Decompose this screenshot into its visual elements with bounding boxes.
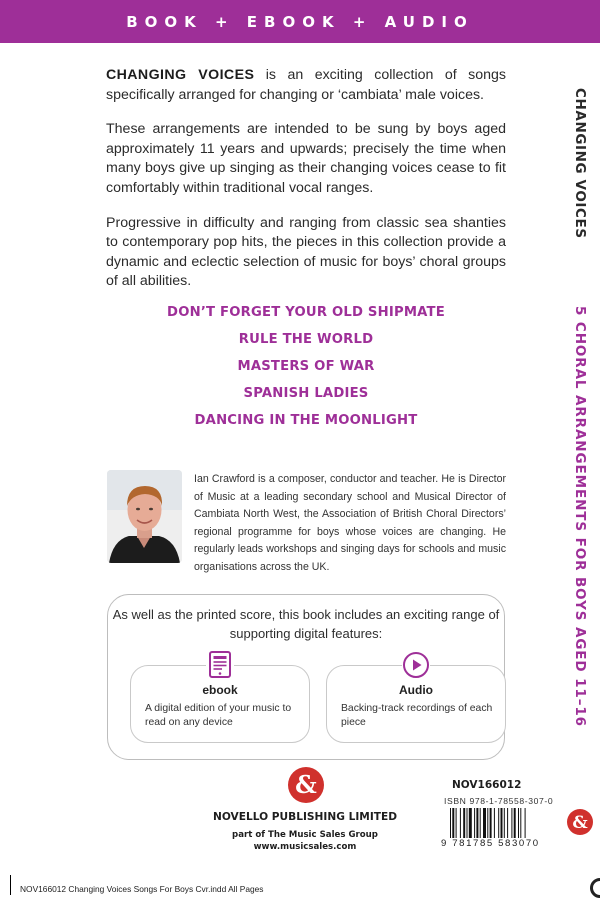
publisher-website: www.musicsales.com	[253, 842, 357, 852]
intro-lead-rest: is an exciting collection of songs specifically arranged for changing or ‘cambiata’ male voices.	[106, 67, 506, 103]
registration-mark	[590, 878, 600, 898]
catalogue-code: NOV166012	[452, 779, 522, 791]
intro-text	[106, 66, 506, 307]
intro-paragraph-3: Progressive in difficulty and ranging from classic sea shanties to contemporary pop hits, the pieces in this collection provide a dynamic and eclectic selection of music for boys’ choral groups of all abilities.	[106, 214, 506, 290]
edge-logo	[566, 808, 594, 836]
ebook-title: ebook	[202, 683, 238, 697]
audio-card	[326, 665, 506, 743]
isbn: ISBN 978-1-78558-307-0	[444, 796, 554, 806]
digital-features-box	[107, 594, 505, 760]
svg-text:&: &	[572, 813, 588, 833]
intro-paragraph-2: These arrangements are intended to be sung by boys aged approximately 11 years and upwards; precisely the time when many boys give up singing as their changing voices cease to fit comfortably within traditional vocal ranges.	[106, 121, 506, 196]
svg-text:&: &	[295, 770, 317, 799]
publisher-name: NOVELLO PUBLISHING LIMITED	[212, 811, 398, 823]
song-title: MASTERS OF WAR	[237, 359, 375, 374]
features-intro: As well as the printed score, this book includes an exciting range of supporting digital features:	[112, 607, 500, 641]
author-photo	[107, 470, 182, 563]
ebook-icon	[206, 651, 234, 679]
barcode-digits: 9 781785 583070	[441, 838, 540, 849]
song-list	[106, 302, 506, 437]
publisher-group: part of The Music Sales Group	[232, 830, 378, 840]
song-title: SPANISH LADIES	[243, 386, 369, 401]
ebook-description: A digital edition of your music to read on any device	[145, 703, 292, 728]
spine-title: CHANGING VOICES	[572, 88, 588, 239]
author-bio: Ian Crawford is a composer, conductor and teacher. He is Director of Music at a leading secondary school and Musical Director of Cambiata North West, the Association of British Choral Directors’ regional programme for boys whose voices are changing. He regularly leads workshops and singing days for schools and music organisations across the UK.	[194, 473, 506, 573]
spine-subtitle: 5 CHORAL ARRANGEMENTS FOR BOYS AGED 11–16	[572, 306, 588, 727]
footer-slug: NOV166012 Changing Voices Songs For Boys Cvr.indd All Pages	[20, 884, 264, 894]
song-title: DANCING IN THE MOONLIGHT	[194, 413, 418, 428]
song-title: RULE THE WORLD	[238, 332, 374, 347]
intro-paragraph-1	[106, 66, 506, 105]
crop-mark	[10, 875, 11, 895]
intro-lead-title: CHANGING VOICES	[106, 67, 255, 83]
top-banner	[0, 0, 600, 43]
play-icon	[402, 651, 430, 679]
novello-logo	[287, 766, 325, 804]
audio-title: Audio	[399, 683, 433, 697]
top-banner-text: BOOK + EBOOK + AUDIO	[126, 12, 474, 31]
audio-description: Backing-track recordings of each piece	[341, 703, 493, 728]
publisher-info	[195, 811, 415, 852]
song-title: DON’T FORGET YOUR OLD SHIPMATE	[167, 305, 445, 320]
ebook-card	[130, 665, 310, 743]
